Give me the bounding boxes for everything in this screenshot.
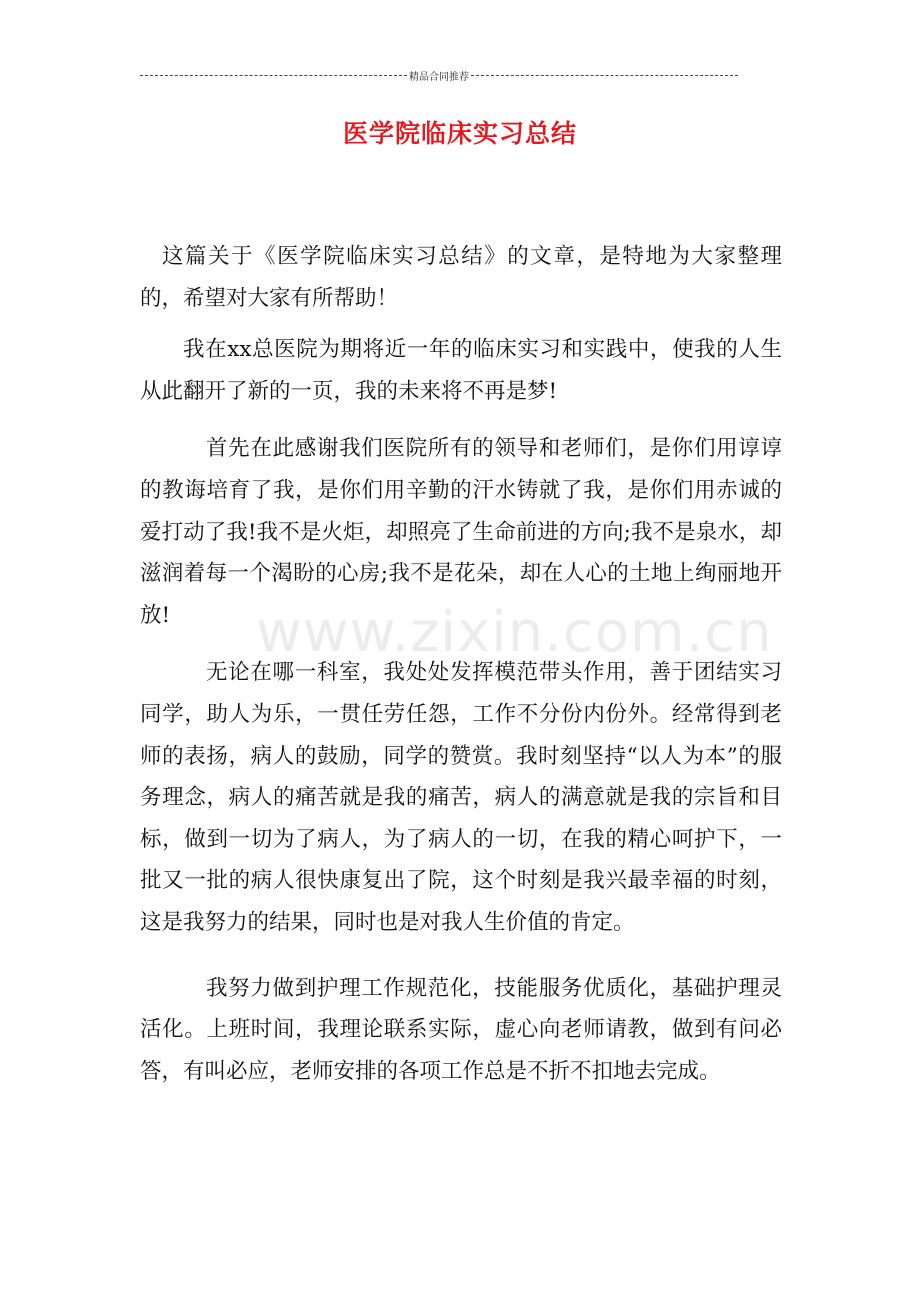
- intro-paragraph: 这篇关于《医学院临床实习总结》的文章，是特地为大家整理的，希望对大家有所帮助！: [140, 244, 782, 311]
- watermark: www.zixin.com.cn: [256, 600, 773, 665]
- body-paragraph-2: 首先在此感谢我们医院所有的领导和老师们，是你们用谆谆的教诲培育了我，是你们用辛勤的汗水铸就了我，是你们用赤诚的爱打动了我!我不是火炬，却照亮了生命前进的方向;我不是泉水，却滋润着每一个渴盼的心房;我不是花朵，却在人心的土地上绚丽地开放!: [140, 436, 782, 628]
- body-paragraph-3: 无论在哪一科室，我处处发挥模范带头作用，善于团结实习同学，助人为乐，一贯任劳任怨，工作不分份内份外。经常得到老师的表扬，病人的鼓励，同学的赞赏。我时刻坚持“以人为本”的服务理念，病人的痛苦就是我的痛苦，病人的满意就是我的宗旨和目标，做到一切为了病人，为了病人的一切，在我的精心呵护下，一批又一批的病人很快康复出了院，这个时刻是我兴最幸福的时刻，这是我努力的结果，同时也是对我人生价值的肯定。: [140, 660, 782, 935]
- header-label: 精品合同推荐: [409, 71, 469, 83]
- page-header: [140, 68, 738, 82]
- body-paragraph-4: 我努力做到护理工作规范化，技能服务优质化，基础护理灵活化。上班时间，我理论联系实际，虚心向老师请教，做到有问必答，有叫必应，老师安排的各项工作总是不折不扣地去完成。: [140, 975, 782, 1084]
- body-paragraph-1: 我在xx总医院为期将近一年的临床实习和实践中，使我的人生从此翻开了新的一页，我的未来将不再是梦!: [140, 337, 782, 404]
- header-dash-left: [140, 75, 407, 76]
- document-title: 医学院临床实习总结: [342, 119, 577, 148]
- header-dash-right: [471, 75, 738, 76]
- document-body: [140, 236, 782, 1102]
